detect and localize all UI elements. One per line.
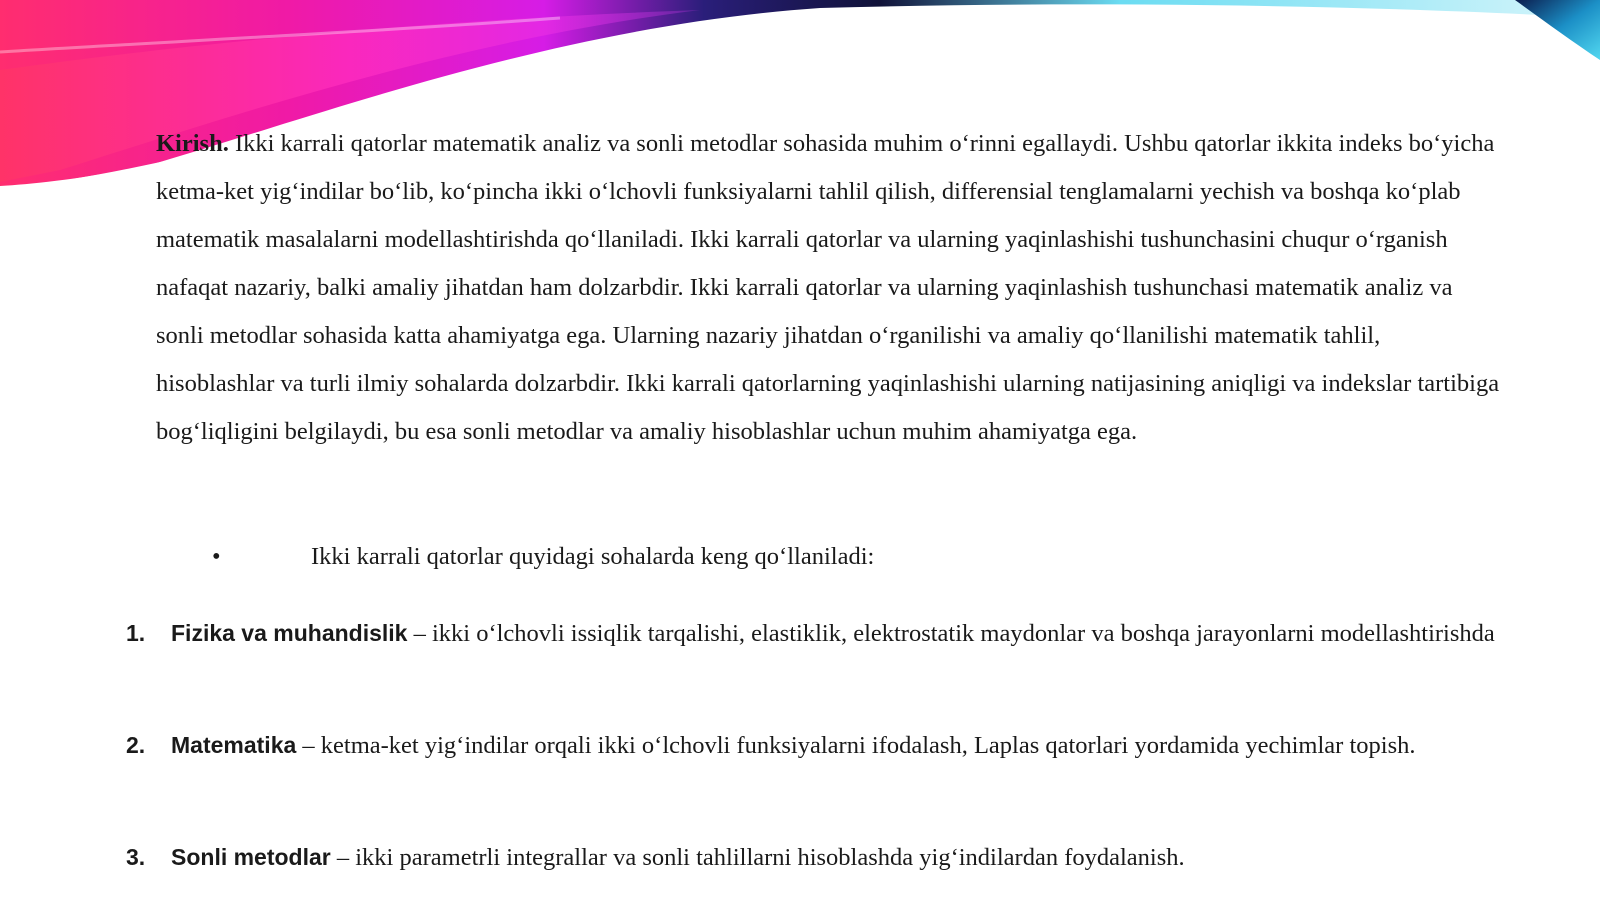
list-number: 1. xyxy=(126,620,146,646)
intro-paragraph xyxy=(156,120,1501,456)
bullet-dot: • xyxy=(212,543,221,570)
intro-text: Ikki karrali qatorlar matematik analiz va sonli metodlar sohasida muhim o‘rinni egallaydi. Ushbu qatorlar ikkita indeks bo‘yicha ketma-ket yig‘indilar bo‘lib, ko‘pincha ikki o‘lchovli funksiyalarni tahlil qilish, differensial tenglamalarni yechish va boshqa ko‘plab matematik masalalarni modellashtirishda qo‘llaniladi. Ikki karrali qatorlar va ularning yaqinlashishi tushunchasini chuqur o‘rganish nafaqat nazariy, balki amaliy jihatdan ham dolzarbdir. Ikki karrali qatorlar va ularning yaqinlashish tushunchasi matematik analiz va sonli metodlar sohasida katta ahamiyatga ega. Ularning nazariy jihatdan o‘rganilishi va amaliy qo‘llanilishi matematik tahlil, hisoblashlar va turli ilmiy sohalarda dolzarbdir. Ikki karrali qatorlarning yaqinlashishi ularning natijasining aniqligi va indekslar tartibiga bog‘liqligini belgilaydi, bu esa sonli metodlar va amaliy hisoblashlar uchun muhim ahamiyatga ega. xyxy=(156,130,1500,445)
list-number: 3. xyxy=(126,844,146,870)
bullet-item xyxy=(0,533,1600,581)
list-item-body xyxy=(171,609,1502,658)
list-number: 2. xyxy=(126,732,146,758)
list-text: – ikki o‘lchovli issiqlik tarqalishi, elastiklik, elektrostatik maydonlar va boshqa jarayonlarni modellashtirishda xyxy=(407,620,1495,647)
intro-lead: Kirish. xyxy=(156,130,229,157)
list-text: – ikki parametrli integrallar va sonli tahlillarni hisoblashda yig‘indilardan foydalanish. xyxy=(330,844,1185,871)
bullet-text: Ikki karrali qatorlar quyidagi sohalarda keng qo‘llaniladi: xyxy=(311,543,875,570)
list-term: Matematika xyxy=(171,732,297,758)
list-text: – ketma-ket yig‘indilar orqali ikki o‘lchovli funksiyalarni ifodalash, Laplas qatorlari yordamida yechimlar topish. xyxy=(296,732,1416,759)
list-item-body xyxy=(171,721,1502,770)
list-item-body xyxy=(171,833,1502,882)
list-term: Fizika va muhandislik xyxy=(171,620,408,646)
list-term: Sonli metodlar xyxy=(171,844,331,870)
